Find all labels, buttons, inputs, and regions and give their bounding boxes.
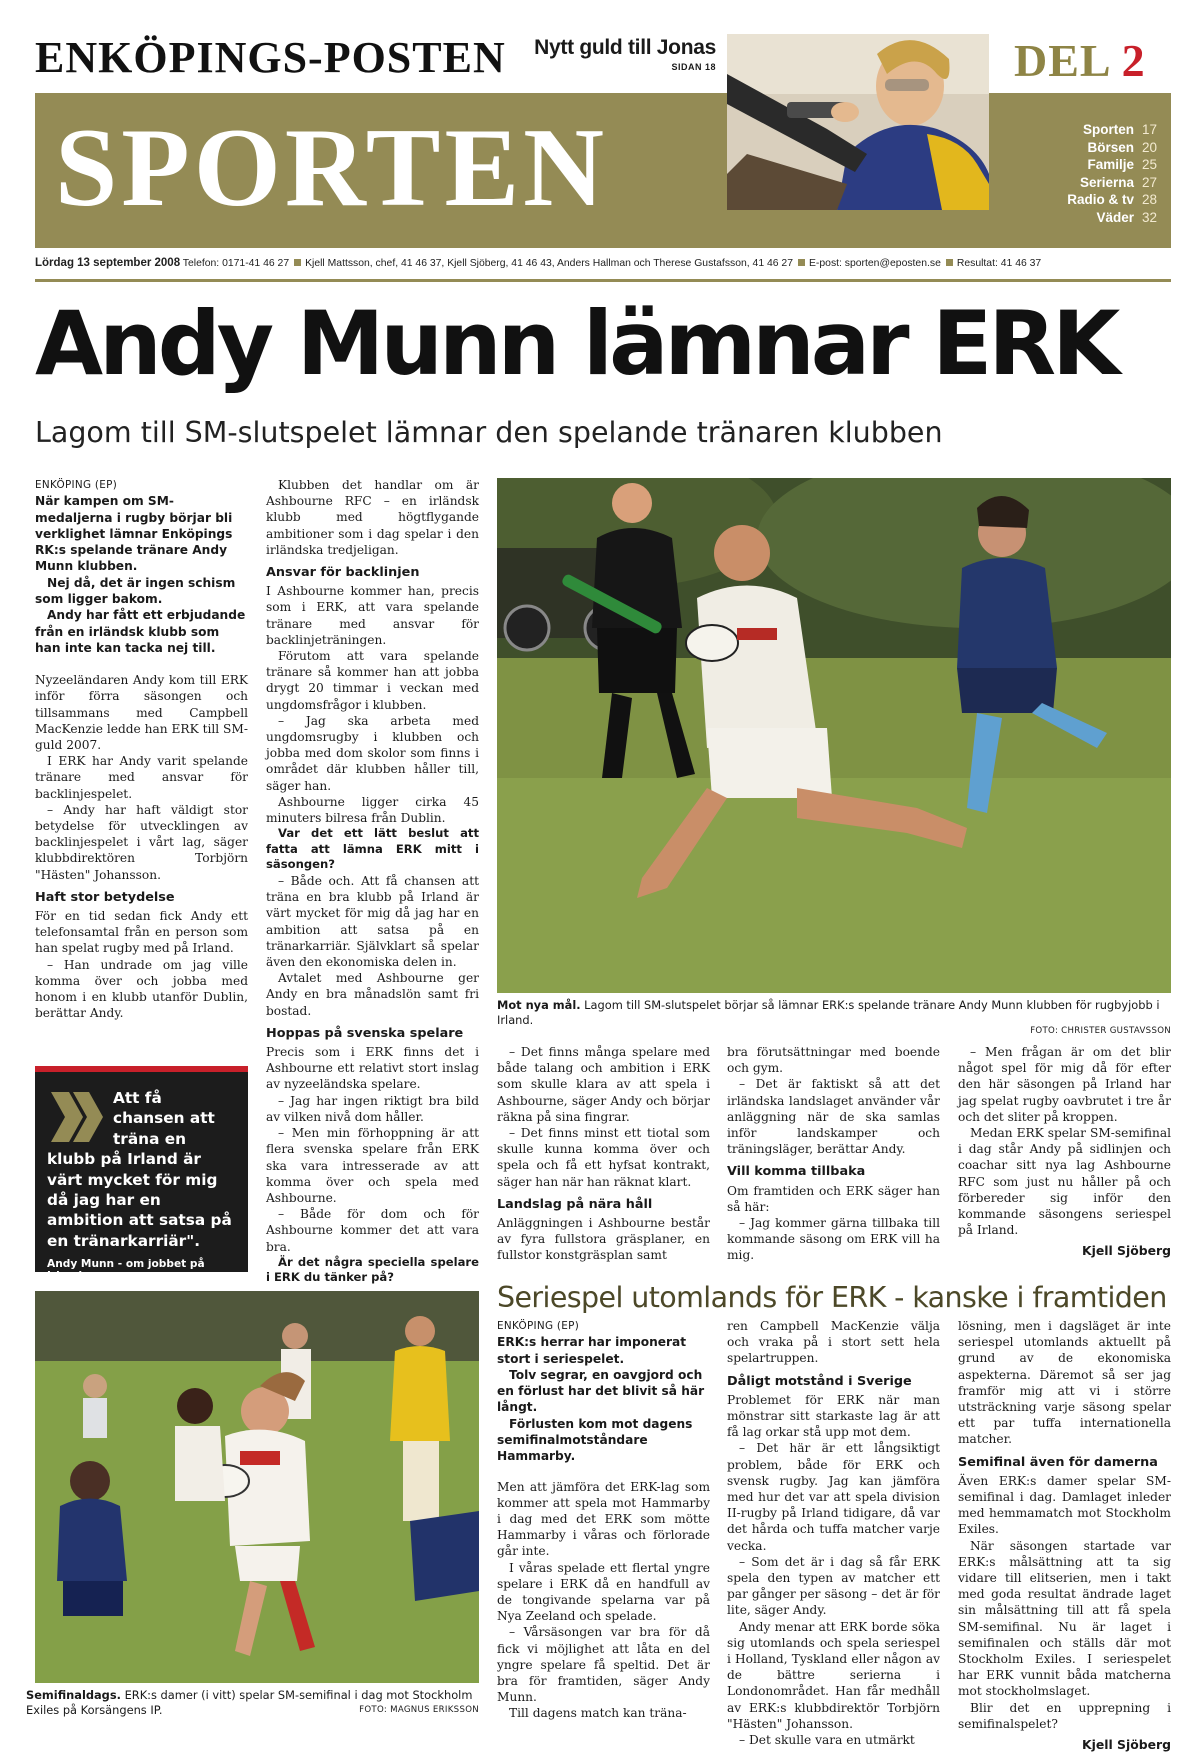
- crosshead: Haft stor betydelse: [35, 889, 175, 905]
- separator-square: [798, 259, 805, 266]
- paragraph: – Jag har ingen riktigt bra bild av vilken nivå dom håller.: [266, 1093, 479, 1124]
- section-part: [1014, 34, 1146, 87]
- women-rugby-image: [35, 1291, 479, 1683]
- index-label: Serierna: [1079, 174, 1134, 190]
- paragraph: – Det finns många spelare med både talang och ambition i ERK som skulle klara av att spela i Ashbourne, säger Andy och börjar räkna på sina fingrar.: [497, 1045, 710, 1124]
- index-page: 32: [1142, 209, 1158, 225]
- index-item[interactable]: [1040, 191, 1162, 209]
- article1-column-3: [497, 1044, 710, 1264]
- article-lead: [35, 493, 248, 656]
- paragraph: bra förutsättningar med boende och gym.: [727, 1045, 940, 1076]
- lead-paragraph: Förlusten kom mot dagens semifinalmotståndare Hammarby.: [497, 1416, 693, 1464]
- del-number: 2: [1121, 35, 1146, 86]
- crosshead: Semifinal även för damerna: [958, 1454, 1158, 1470]
- paragraph: lösning, men i dagsläget är inte seriespel utomlands aktuellt på grund av de ekonomiska aspekterna. Däremot så ser jag framför mig att vi i större utsträckning varje säsong spelar ett par tuffa internationella matcher.: [958, 1319, 1171, 1447]
- question: Var det ett lätt beslut att fatta att lämna ERK mitt i säsongen?: [266, 826, 479, 872]
- lead-paragraph: Tolv segrar, en oavgjord och en förlust har det blivit så här långt.: [497, 1367, 705, 1415]
- lead-paragraph: Andy har fått ett erbjudande från en irländsk klubb som han inte kan tacka nej till.: [35, 608, 246, 655]
- caption-lead: Mot nya mål.: [497, 998, 581, 1012]
- paragraph: Till dagens match kan träna-: [509, 1706, 687, 1721]
- index-item[interactable]: [1040, 139, 1162, 157]
- index-page: 28: [1142, 192, 1158, 208]
- article1-column-1: [35, 477, 248, 1021]
- index-label: Väder: [1096, 209, 1134, 225]
- paragraph: – Det skulle vara en utmärkt: [739, 1733, 915, 1748]
- paragraph: Andy menar att ERK borde söka sig utomlands och spela seriespel i Holland, Tyskland eller någon av de bättre serierna i Londonområdet. Han får medhåll av ERK:s klubbdirektör Torbjörn "Hästen" Johansson.: [727, 1619, 940, 1731]
- paragraph: I Ashbourne kommer han, precis som i ERK, att vara spelande tränare med ansvar för backlinjeträningen.: [266, 584, 479, 647]
- paragraph: Problemet för ERK när man mönstrar sitt starkaste lag är att få lag orkar stå upp mot dem.: [727, 1392, 940, 1440]
- photo-credit: FOTO: CHRISTER GUSTAVSSON: [1030, 1026, 1171, 1036]
- phone: Telefon: 0171-41 46 27: [182, 258, 290, 269]
- paragraph: – Det här är ett långsiktigt problem, både för ERK och svensk rugby. Jag kan jämföra med hur det var att spela division II-rugby på Irland tidigare, då var det hårda och tuffa matcher varje vecka.: [727, 1441, 940, 1553]
- main-photo-caption: [497, 998, 1171, 1036]
- page-index: [1040, 121, 1162, 227]
- paragraph: När säsongen startade var ERK:s målsättning att ta sig vidare till elitserien, men i takt med goda resultat ändrade laget sin målsättning till att få spela SM-semifinal. Nu är laget i semifinalen och ställs där mot Stockholm Exiles. I seriespelet har ERK vunnit båda matcherna mot stockholmslaget.: [958, 1538, 1171, 1699]
- article1-column-4: [727, 1044, 940, 1264]
- paragraph: I våras spelade ett flertal yngre spelare i ERK då en handfull av de tongivande spelarna var på Nya Zeeland och spelade.: [497, 1560, 710, 1624]
- paragraph: – Andy har haft väldigt stor betydelse för utvecklingen av backlinjespelet i vårt lag, säger klubbdirektören Torbjörn "Hästen" Johansson.: [35, 802, 248, 882]
- section-title: SPORTEN: [55, 106, 609, 230]
- paragraph: – Både och. Att få chansen att träna en bra klubb på Irland är värt mycket för mig då jag har en ambition att satsa på en tränarkarriär. Självklart så spelar även den ekonomiska delen in.: [266, 874, 479, 970]
- paragraph: Klubben det handlar om är Ashbourne RFC – en irländsk klubb med högtflygande ambitioner som i dag spelar i den irländska tredjeligan.: [266, 478, 479, 557]
- paragraph: – Jag kommer gärna tillbaka till kommande säsong om ERK vill ha mig.: [727, 1216, 940, 1263]
- separator-square: [946, 259, 953, 266]
- paragraph: Men att jämföra det ERK-lag som kommer att spela mot Hammarby i dag med det ERK som mötte Hammarby i våras och förlorade går inte.: [497, 1479, 710, 1559]
- index-item[interactable]: [1040, 156, 1162, 174]
- crosshead: Dåligt motstånd i Sverige: [727, 1373, 912, 1389]
- crosshead: Hoppas på svenska spelare: [266, 1025, 464, 1041]
- article1-column-2: [266, 477, 479, 1286]
- index-page: 20: [1142, 139, 1158, 155]
- rugby-players-image: [497, 478, 1171, 993]
- newspaper-name: ENKÖPINGS-POSTEN: [35, 33, 506, 82]
- index-label: Familje: [1087, 157, 1134, 173]
- teaser[interactable]: [520, 36, 716, 72]
- index-item[interactable]: [1040, 209, 1162, 227]
- article2-headline: Seriespel utomlands för ERK - kanske i framtiden: [497, 1281, 1167, 1314]
- results-phone: Resultat: 41 46 37: [956, 258, 1042, 269]
- paragraph: Nyzeeländaren Andy kom till ERK inför förra säsongen och tillsammans med Campbell MacKenzie ledde han ERK till SM-guld 2007.: [35, 673, 248, 752]
- pull-quote: [35, 1066, 248, 1283]
- index-item[interactable]: [1040, 121, 1162, 139]
- main-headline: Andy Munn lämnar ERK: [35, 292, 1117, 395]
- index-page: 17: [1142, 122, 1158, 137]
- paragraph: – Som det är i dag så får ERK spela den typen av matcher ett par gånger per säsong – det är för lite, säger Andy.: [727, 1554, 940, 1618]
- bottom-photo-caption: [26, 1688, 479, 1715]
- paragraph: Även ERK:s damer spelar SM-semifinal i dag. Damlaget inleder med hemmamatch mot Stockholm Exiles.: [958, 1473, 1171, 1537]
- lead-paragraph: Nej då, det är ingen schism som ligger bakom.: [35, 575, 236, 606]
- article1-column-5: [958, 1044, 1171, 1260]
- teaser-title: Nytt guld till Jonas: [534, 36, 716, 59]
- caption-text: Lagom till SM-slutspelet börjar så lämnar ERK:s spelande tränare Andy Munn klubben för rugbyjobb i Irland.: [497, 998, 1160, 1027]
- paragraph: ren Campbell MacKenzie välja och vraka på i stort sett hela spelartruppen.: [727, 1319, 940, 1366]
- quote-chevron-icon: [47, 1088, 107, 1146]
- dateline: ENKÖPING (EP): [35, 479, 118, 491]
- lead-paragraph: När kampen om SM-medaljerna i rugby börjar bli verklighet lämnar Enköpings RK:s spelande tränare Andy Munn klubben.: [35, 494, 233, 574]
- paragraph: – Jag ska arbeta med ungdomsrugby i klubben och jobba med dom skolor som finns i området där klubben håller till, säger han.: [266, 713, 479, 793]
- email[interactable]: E-post: sporten@eposten.se: [809, 258, 941, 269]
- crosshead: Landslag på nära håll: [497, 1196, 653, 1212]
- crosshead: Vill komma tillbaka: [727, 1164, 866, 1180]
- teaser-page: SIDAN 18: [671, 62, 716, 72]
- article2-column-1: [497, 1318, 710, 1722]
- article2-column-3: [958, 1318, 1171, 1753]
- byline: Kjell Sjöberg: [1082, 1737, 1171, 1753]
- paragraph: Precis som i ERK finns det i Ashbourne ett relativt stort inslag av nyzeeländska spelare.: [266, 1045, 479, 1092]
- quote-text: Att få chansen att träna en klubb på Irland är värt mycket för mig då jag har en ambition att satsa på en tränarkarriär".: [47, 1089, 232, 1250]
- index-label: Radio & tv: [1067, 192, 1134, 208]
- caption-text: ERK:s damer (i vitt) spelar SM-semifinal i dag mot Stockholm Exiles på Korsängens IP.: [26, 1688, 473, 1717]
- main-subhead: Lagom till SM-slutspelet lämnar den spelande tränaren klubben: [35, 416, 943, 449]
- paragraph: Förutom att vara spelande tränare så kommer han att jobba drygt 20 timmar i veckan med ungdomsfrågor i klubben.: [266, 649, 479, 712]
- paragraph: Avtalet med Ashbourne ger Andy en bra månadslön samt fri bostad.: [266, 971, 479, 1018]
- paragraph: – Det är faktiskt så att det irländska landslaget använder vår anläggning när de ska samlas inför landskamper och träningsläger, berättar Andy.: [727, 1077, 940, 1157]
- lead-paragraph: ERK:s herrar har imponerat stort i seriespelet.: [497, 1335, 687, 1366]
- byline: Kjell Sjöberg: [1082, 1243, 1171, 1259]
- paragraph: Medan ERK spelar SM-semifinal i dag står Andy på sidlinjen och coachar sitt nya lag Ashbourne RFC som just nu håller på och förbereder sig inför den kommande säsongens seriespel på Irland.: [958, 1126, 1171, 1238]
- staff: Kjell Mattsson, chef, 41 46 37, Kjell Sjöberg, 41 46 43, Anders Hallman och Therese Gustafsson, 41 46 27: [305, 258, 793, 269]
- paragraph: Ashbourne ligger cirka 45 minuters bilresa från Dublin.: [266, 794, 479, 826]
- paragraph: – Vårsäsongen var bra för då fick vi möjlighet att låta en del yngre spelare få speltid. Det är bra för framtiden, säger Andy Munn.: [497, 1625, 710, 1705]
- paragraph: Anläggningen i Ashbourne består av fyra fullstora gräsplaner, en fullstor konstgräsplan samt: [497, 1216, 710, 1263]
- index-label: Sporten: [1082, 122, 1134, 137]
- paragraph: – Han undrade om jag ville komma över och jobba med honom i en klubb utanför Dublin, berättar Andy.: [35, 957, 248, 1021]
- teaser-photo: [727, 34, 989, 210]
- index-label: Börsen: [1087, 139, 1134, 155]
- caption-lead: Semifinaldags.: [26, 1688, 121, 1702]
- paragraph: – Det finns minst ett tiotal som skulle kunna komma över och spela och få ett hyfsat kontrakt, säger han när han räknat klart.: [497, 1126, 710, 1189]
- women-rugby-photo: [35, 1291, 479, 1683]
- index-page: 27: [1142, 174, 1158, 190]
- contact-line: [35, 257, 1171, 269]
- paragraph: – Men min förhoppning är att flera svenska spelare från ERK ska vara intresserade av att komma över och spela med Ashbourne.: [266, 1126, 479, 1205]
- article2-column-2: [727, 1318, 940, 1748]
- paragraph: I ERK har Andy varit spelande tränare med ansvar för backlinjespelet.: [35, 754, 248, 801]
- article-lead: [497, 1334, 710, 1464]
- paragraph: Blir det en upprepning i semifinalspelet?: [958, 1700, 1171, 1731]
- index-page: 25: [1142, 157, 1158, 173]
- index-item[interactable]: [1040, 174, 1162, 192]
- shooter-image: [727, 34, 989, 210]
- dateline: ENKÖPING (EP): [497, 1320, 580, 1332]
- question: Är det några speciella spelare i ERK du tänker på?: [266, 1254, 479, 1285]
- paragraph: För en tid sedan fick Andy ett telefonsamtal från en person som han spelat rugby med på Irland.: [35, 909, 248, 956]
- paragraph: – Men frågan är om det blir något spel för mig då för efter den här säsongen på Irland har jag spelat rugby oavbrutet i tre år och det sliter på kroppen.: [958, 1045, 1171, 1124]
- paragraph: – Både för dom och för Ashbourne kommer det att vara bra.: [266, 1207, 479, 1254]
- photo-credit: FOTO: MAGNUS ERIKSSON: [359, 1705, 479, 1715]
- crosshead: Ansvar för backlinjen: [266, 565, 420, 581]
- divider: [35, 279, 1171, 282]
- main-photo: [497, 478, 1171, 993]
- paragraph: Om framtiden och ERK säger han så här:: [727, 1183, 940, 1214]
- issue-date: Lördag 13 september 2008: [35, 257, 181, 269]
- del-label: DEL: [1014, 35, 1112, 86]
- separator-square: [294, 259, 301, 266]
- quote-source: Andy Munn - om jobbet på Irland: [47, 1258, 205, 1283]
